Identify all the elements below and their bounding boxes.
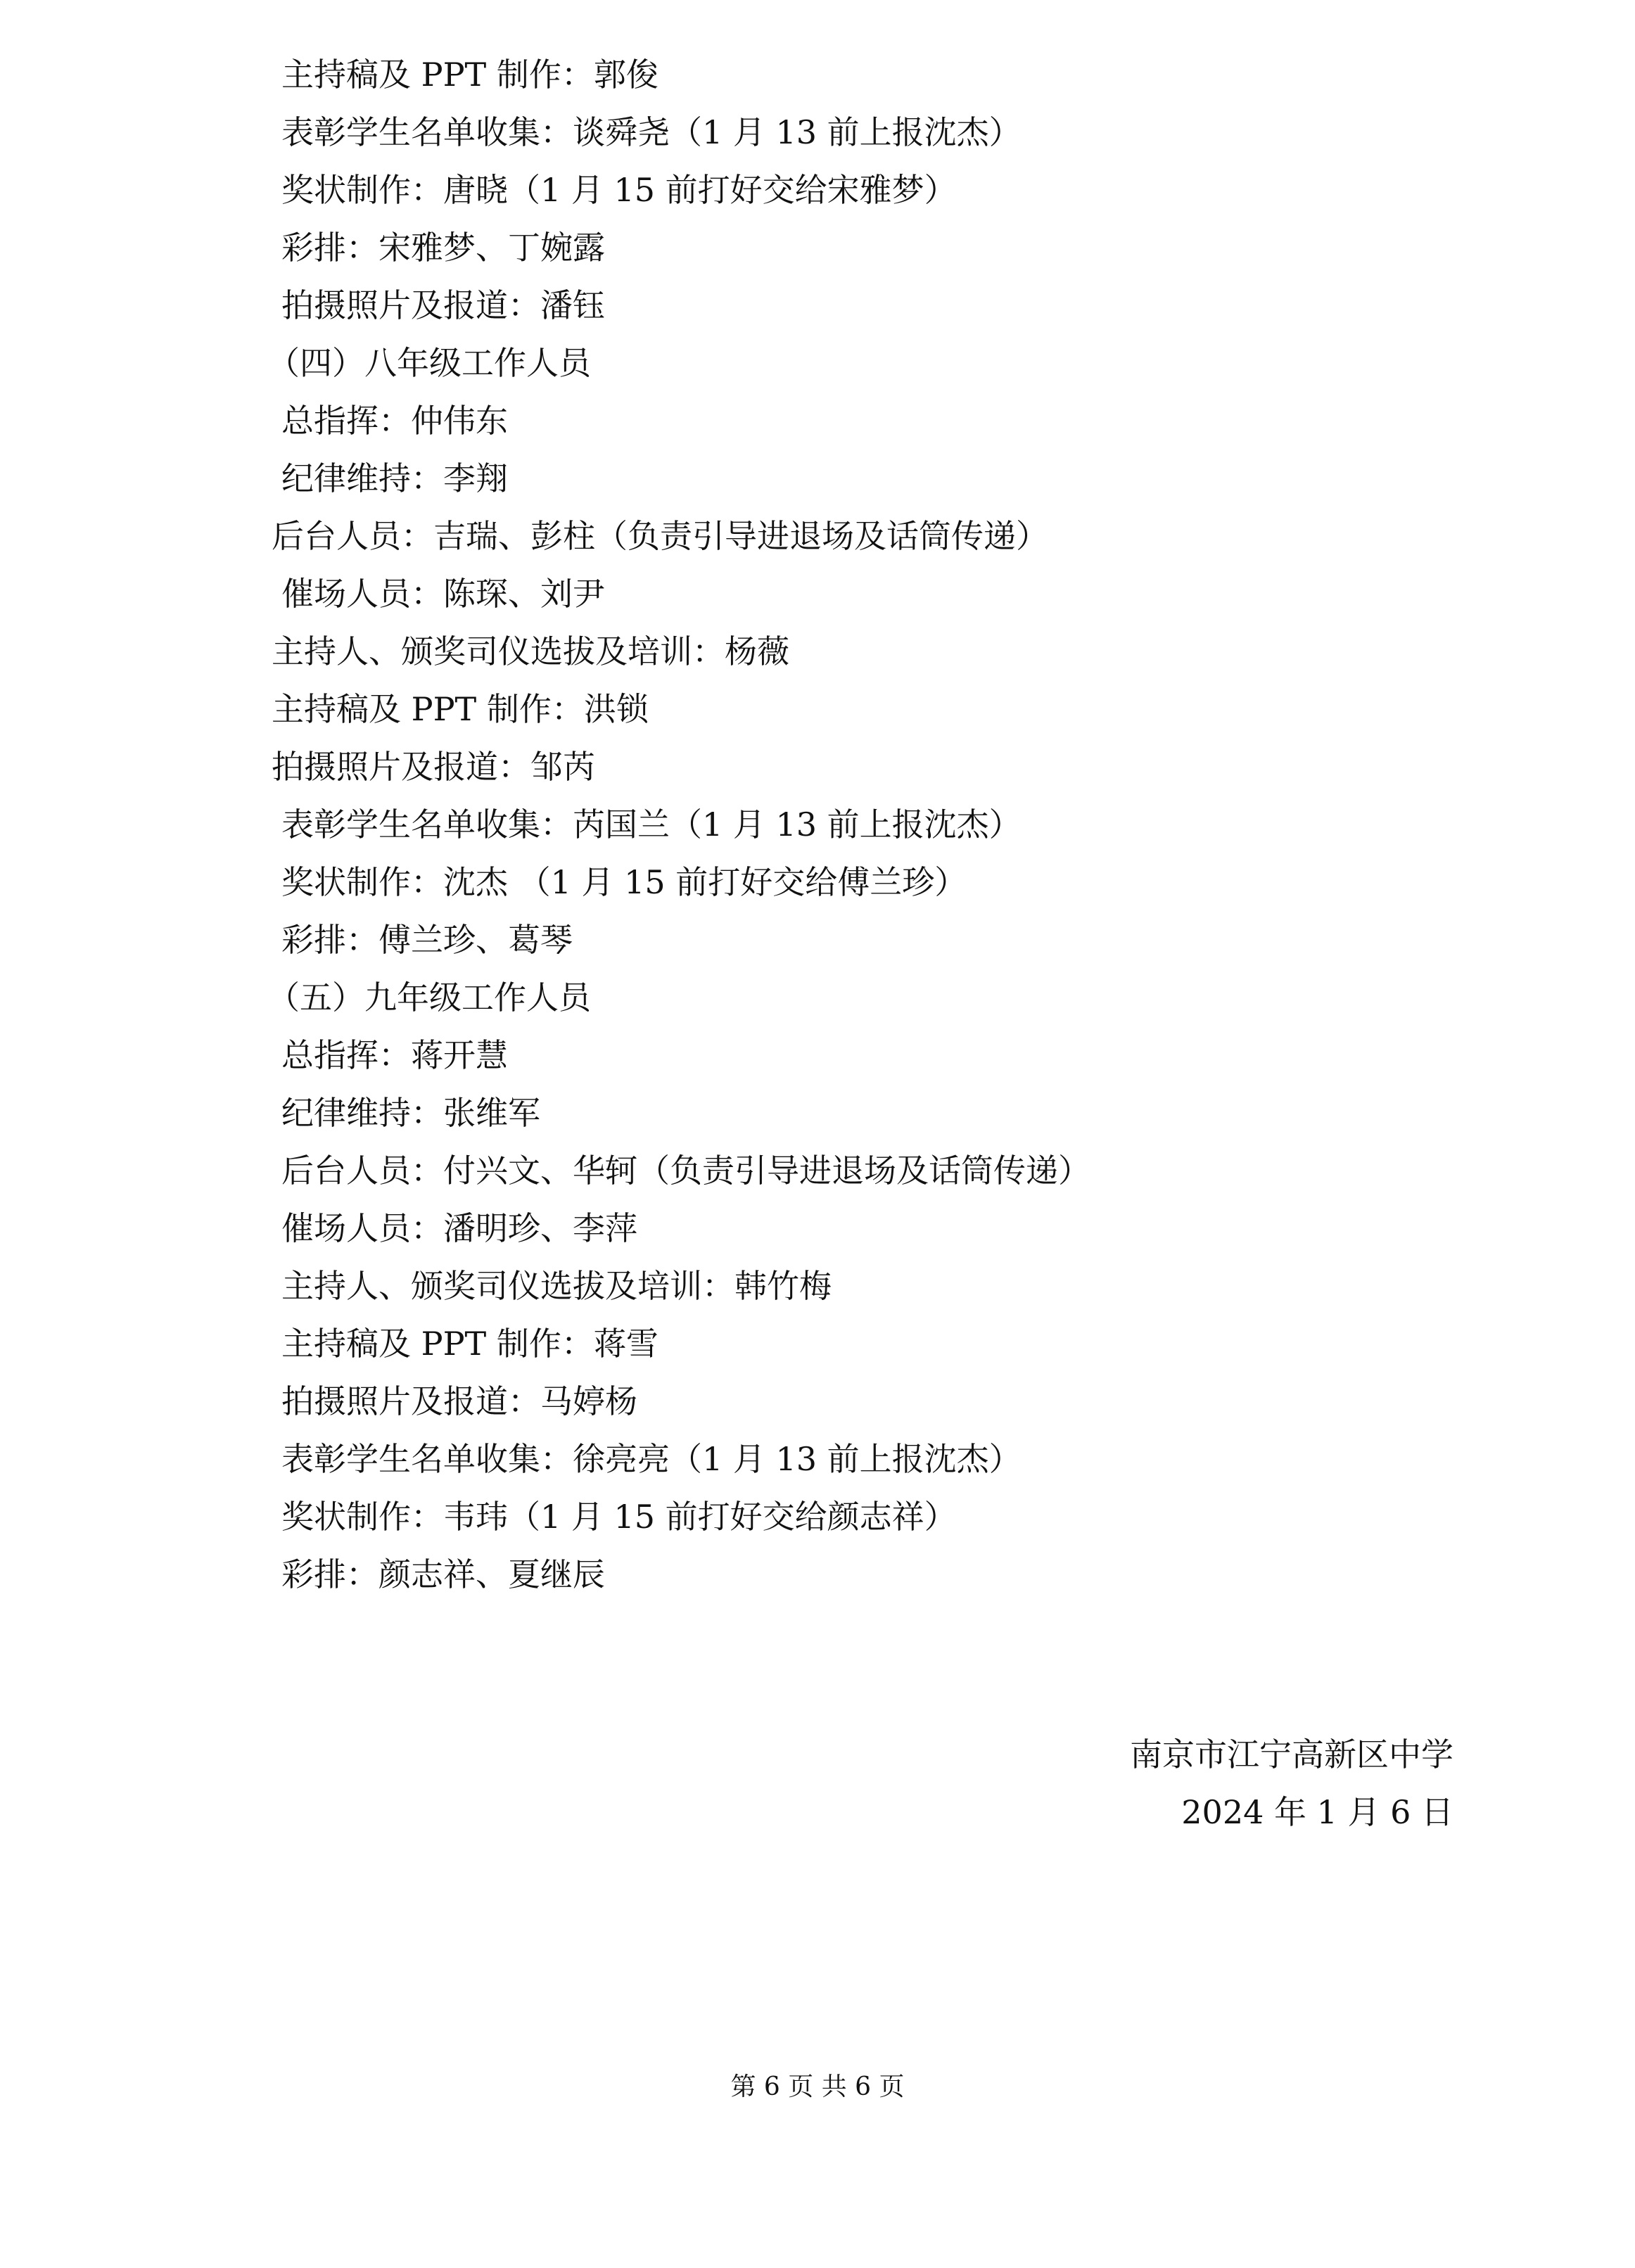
text-line: 主持稿及 PPT 制作：洪锁 bbox=[272, 690, 649, 728]
text-line: 纪律维持：张维军 bbox=[281, 1094, 540, 1132]
signature-date: 2024 年 1 月 6 日 bbox=[1181, 1793, 1453, 1831]
text-line: 后台人员：付兴文、华轲（负责引导进退场及话筒传递） bbox=[281, 1152, 1090, 1190]
text-line: 奖状制作：沈杰 （1 月 15 前打好交给傅兰珍） bbox=[281, 863, 967, 901]
page-footer: 第 6 页 共 6 页 bbox=[730, 2072, 905, 2101]
text-line: 拍摄照片及报道：马婷杨 bbox=[281, 1382, 637, 1420]
text-line: 奖状制作：韦玮（1 月 15 前打好交给颜志祥） bbox=[281, 1498, 957, 1536]
text-line: 主持人、颁奖司仪选拔及培训：韩竹梅 bbox=[281, 1267, 832, 1305]
text-line: 主持人、颁奖司仪选拔及培训：杨薇 bbox=[272, 632, 789, 670]
text-line: 表彰学生名单收集：谈舜尧（1 月 13 前上报沈杰） bbox=[281, 113, 1022, 151]
signature-organization: 南京市江宁高新区中学 bbox=[1130, 1735, 1453, 1773]
text-line: 奖状制作：唐晓（1 月 15 前打好交给宋雅梦） bbox=[281, 171, 957, 209]
text-line: 总指挥：蒋开慧 bbox=[281, 1036, 508, 1074]
text-line: 拍摄照片及报道：潘钰 bbox=[281, 286, 605, 324]
text-line: 彩排：宋雅梦、丁婉露 bbox=[281, 229, 605, 267]
text-line: 表彰学生名单收集：徐亮亮（1 月 13 前上报沈杰） bbox=[281, 1440, 1022, 1478]
text-line: 表彰学生名单收集：芮国兰（1 月 13 前上报沈杰） bbox=[281, 805, 1022, 843]
text-line: 主持稿及 PPT 制作：郭俊 bbox=[281, 56, 659, 94]
section-heading: （四）八年级工作人员 bbox=[267, 344, 591, 382]
section-heading: （五）九年级工作人员 bbox=[267, 979, 591, 1017]
text-line: 总指挥：仲伟东 bbox=[281, 402, 508, 440]
text-line: 纪律维持：李翔 bbox=[281, 459, 508, 497]
text-line: 拍摄照片及报道：邹芮 bbox=[272, 748, 595, 786]
text-line: 催场人员：潘明珍、李萍 bbox=[281, 1209, 637, 1247]
text-line: 后台人员：吉瑞、彭柱（负责引导进退场及话筒传递） bbox=[272, 517, 1048, 555]
text-line: 彩排：颜志祥、夏继辰 bbox=[281, 1555, 605, 1593]
text-line: 催场人员：陈琛、刘尹 bbox=[281, 575, 605, 613]
text-line: 彩排：傅兰珍、葛琴 bbox=[281, 921, 573, 959]
text-line: 主持稿及 PPT 制作：蒋雪 bbox=[281, 1325, 659, 1363]
